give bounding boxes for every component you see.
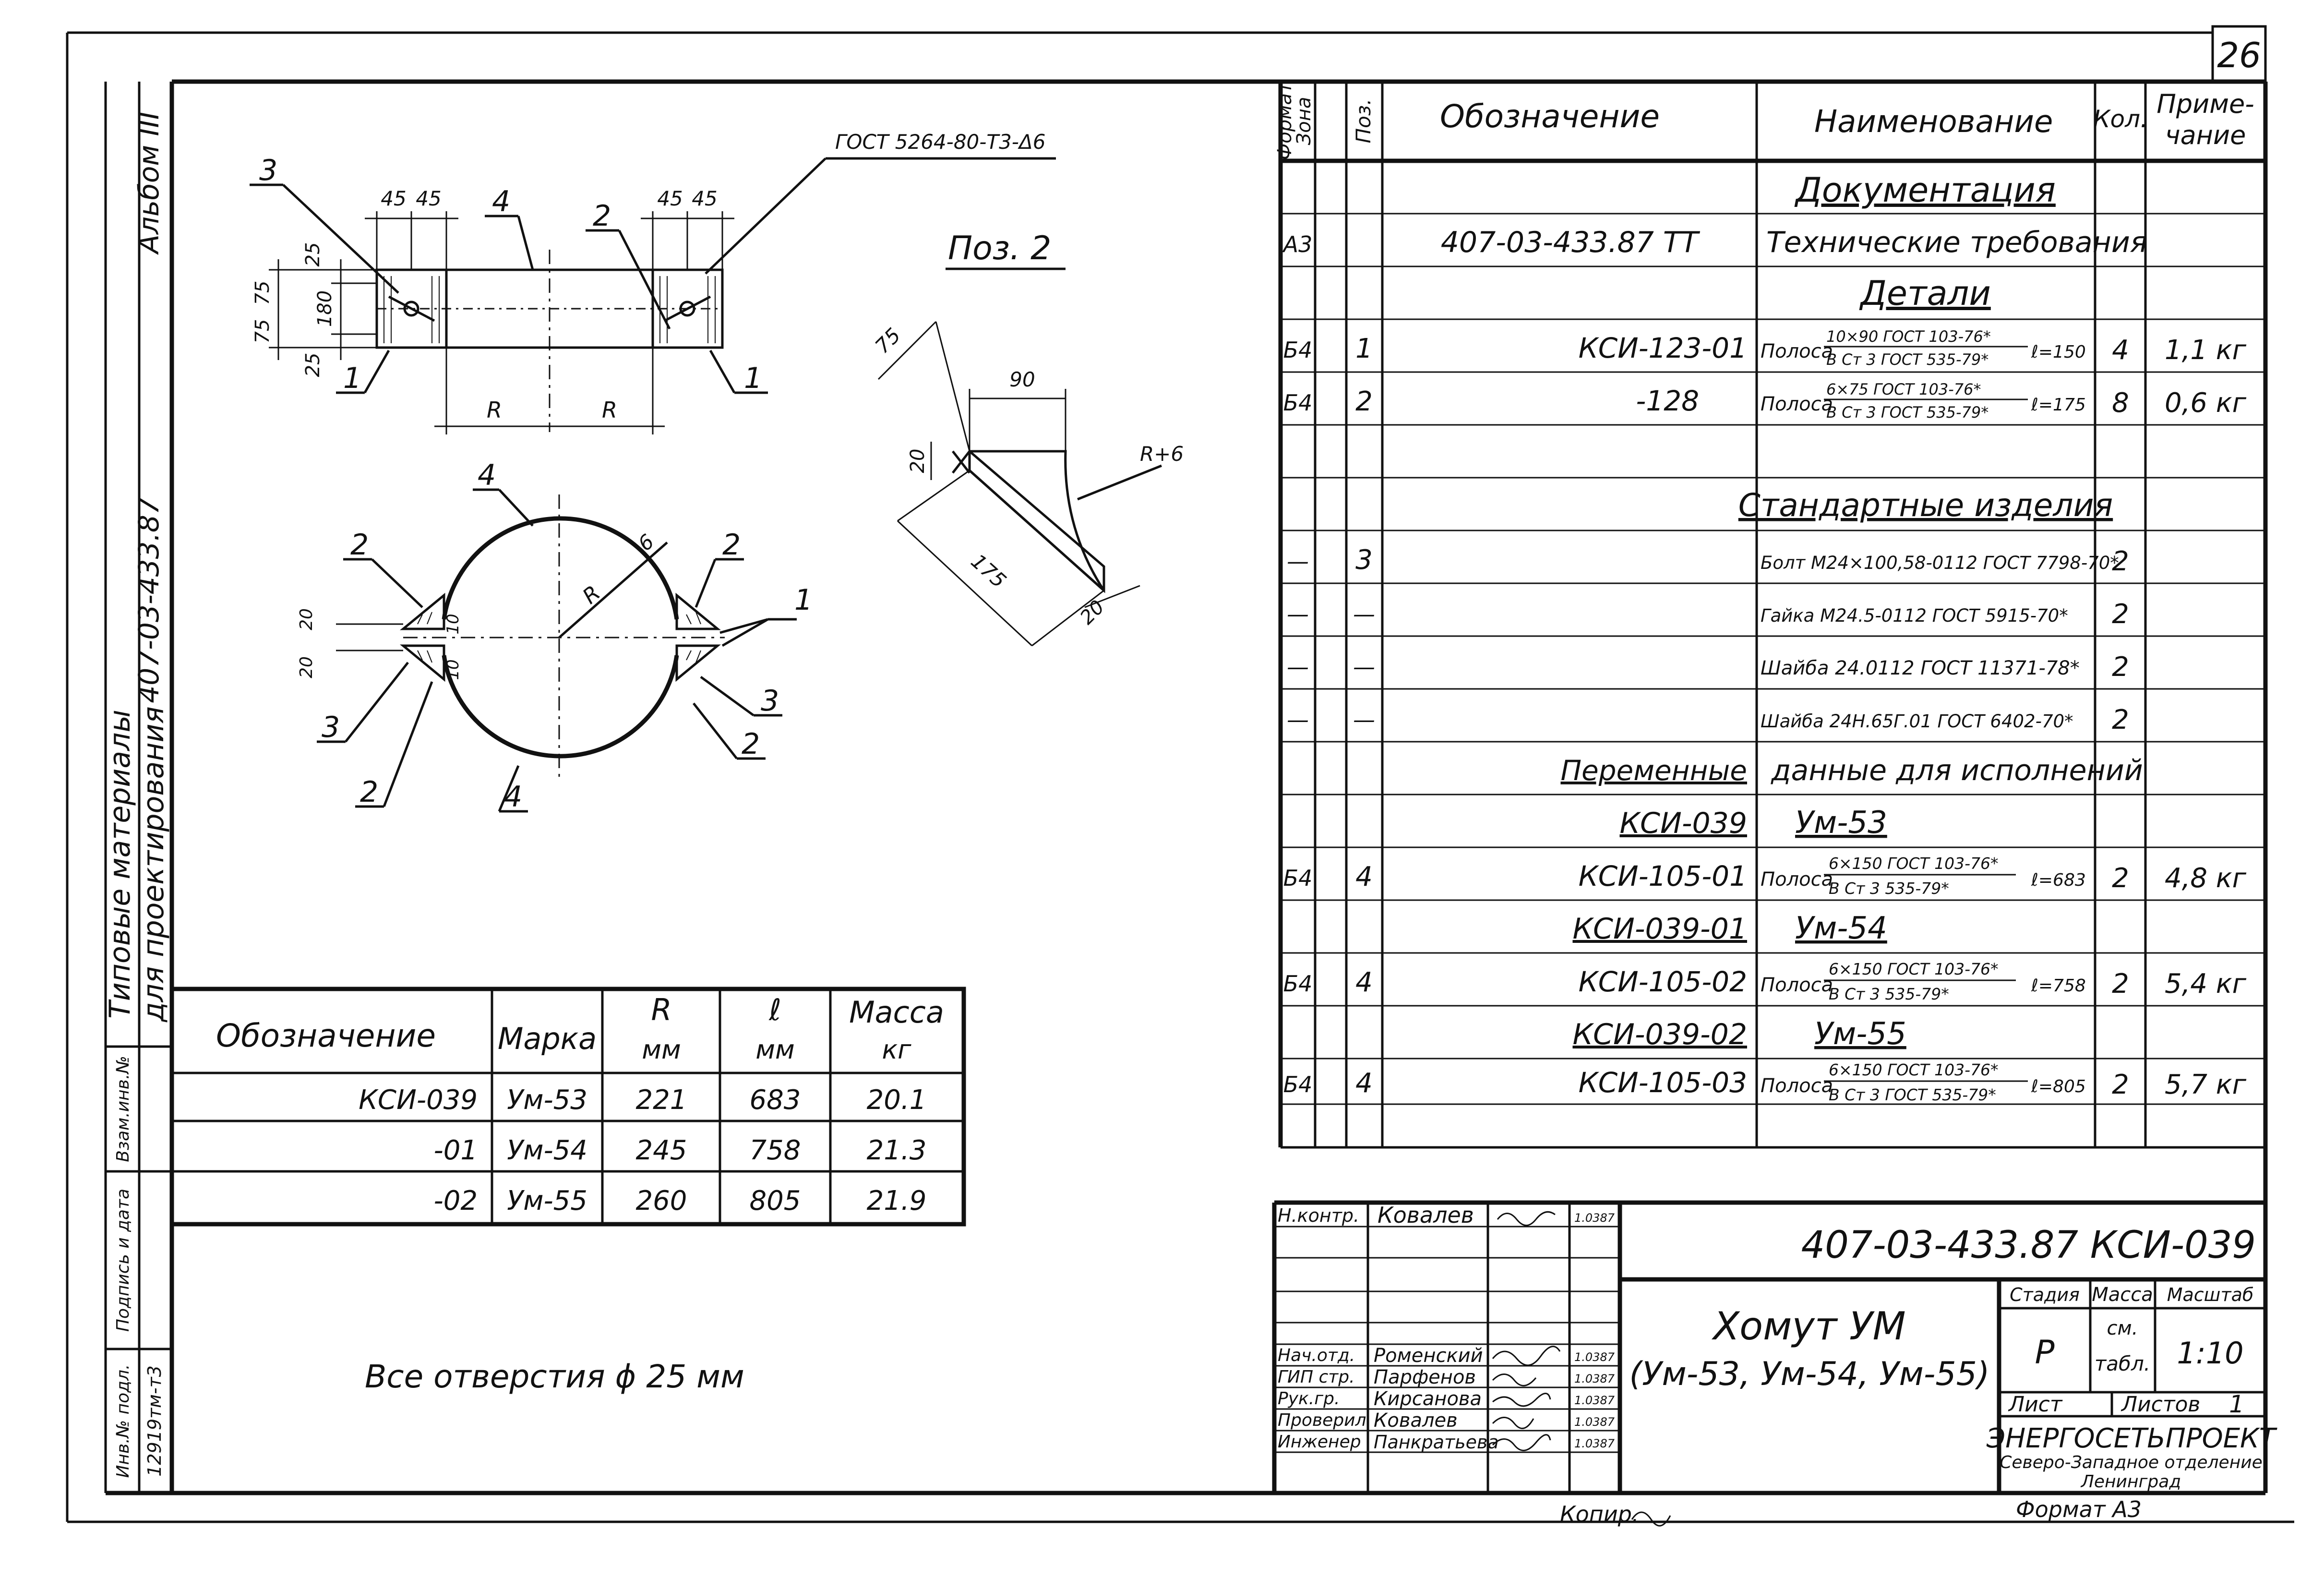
svg-text:Инженер: Инженер [1278,1432,1361,1452]
dim-75: 75 [252,280,274,305]
svg-text:Нач.отд.: Нач.отд. [1278,1346,1355,1365]
signature-row [1278,1202,1615,1228]
callout-4: 4 [478,458,496,492]
col-kol: Кол. [2093,105,2148,133]
dim-20: 20 [1076,596,1109,629]
svg-text:2: 2 [1355,386,1373,417]
svg-text:1.0387: 1.0387 [1574,1437,1615,1450]
svg-text:Полоса: Полоса [1761,974,1833,996]
stamp-inv-value: 12919тм-т3 [144,1365,165,1477]
svg-text:—: — [1287,654,1309,680]
svg-text:Технические требования: Технические требования [1766,226,2147,259]
stamp-inv: Инв.№ подл. [113,1364,133,1478]
svg-text:6×150 ГОСТ 103-76*: 6×150 ГОСТ 103-76* [1829,960,1999,978]
svg-text:683: 683 [749,1084,801,1116]
svg-text:2: 2 [2112,704,2129,735]
svg-text:1.0387: 1.0387 [1574,1350,1615,1364]
svg-text:см.: см. [2107,1317,2138,1339]
svg-text:Парфенов: Парфенов [1374,1366,1476,1388]
col-prim: Приме- [2156,89,2254,119]
list-item [1572,911,1887,946]
svg-text:Б4: Б4 [1283,390,1313,416]
svg-text:Северо-Западное отделение: Северо-Западное отделение [2000,1453,2263,1472]
callout-4: 4 [492,185,511,218]
section-var-left: Переменные [1560,754,1747,787]
spec-table [1274,81,2265,1147]
svg-text:1,1 кг: 1,1 кг [2164,335,2247,366]
list-item [1287,599,2129,630]
dim-45: 45 [692,187,718,210]
svg-text:5,7 кг: 5,7 кг [2164,1069,2247,1100]
vt-header-R: R [651,992,672,1027]
svg-text:245: 245 [635,1135,687,1166]
svg-text:-01: -01 [433,1135,478,1166]
side-title-block [103,82,172,1493]
stamp-podpis: Подпись и дата [113,1188,133,1332]
svg-text:КСИ-123-01: КСИ-123-01 [1578,332,1747,364]
dim-45: 45 [416,187,442,210]
callout-2: 2 [593,199,611,233]
svg-text:1.0387: 1.0387 [1574,1394,1615,1407]
svg-text:—: — [1287,707,1309,733]
svg-text:Масса: Масса [2092,1284,2153,1306]
svg-text:Рук.гр.: Рук.гр. [1278,1389,1340,1409]
sheet-number: 26 [2217,35,2261,75]
vt-unit-l: мм [755,1035,795,1065]
svg-text:табл.: табл. [2094,1352,2151,1375]
col-format: Формат [1274,82,1296,160]
svg-text:1.0387: 1.0387 [1574,1372,1615,1385]
svg-text:ℓ=150: ℓ=150 [2031,342,2086,362]
svg-text:260: 260 [635,1185,687,1217]
scale-value: 1:10 [2177,1336,2244,1371]
svg-text:2: 2 [2112,546,2129,577]
svg-text:Стадия: Стадия [2010,1284,2080,1305]
dim-6: 6 [633,529,659,556]
svg-text:ℓ=683: ℓ=683 [2031,870,2086,890]
series-code: 407-03-433.87 [132,497,165,703]
title-block [1274,1202,2277,1493]
footer-format: Формат А3 [2016,1496,2142,1522]
svg-text:Панкратьева: Панкратьева [1374,1432,1499,1453]
svg-text:А3: А3 [1283,231,1313,257]
series-line1: Типовые материалы [103,710,137,1019]
dim-75: 75 [870,323,905,358]
series-line2: для проектирования [137,706,170,1022]
sheet-number-box [2213,26,2265,82]
album-label: Альбом III [132,111,165,253]
svg-text:5,4 кг: 5,4 кг [2164,968,2247,1000]
svg-text:1: 1 [1355,333,1373,364]
section-details: Детали [1860,274,1991,313]
svg-text:Ковалев: Ковалев [1374,1409,1458,1432]
list-item [1283,854,2247,898]
signature-row [1278,1366,1615,1388]
svg-text:6×150 ГОСТ 103-76*: 6×150 ГОСТ 103-76* [1829,854,1999,873]
signature-marks [1493,1212,1560,1450]
svg-text:4: 4 [1355,967,1373,998]
dim-20: 20 [297,608,316,630]
org-name: ЭНЕРГОСЕТЬПРОЕКТ [1986,1423,2276,1454]
section-var-right: данные для исполнений [1771,754,2143,787]
svg-text:6×150 ГОСТ 103-76*: 6×150 ГОСТ 103-76* [1829,1060,1999,1079]
svg-text:Б4: Б4 [1283,1072,1313,1097]
svg-text:Болт М24×100,58-0112 ГОСТ 7798: Болт М24×100,58-0112 ГОСТ 7798-70* [1761,553,2119,573]
svg-text:—: — [1287,548,1309,574]
dim-45: 45 [657,187,683,210]
vt-unit-massa: кг [882,1035,911,1065]
svg-text:-128: -128 [1636,385,1699,417]
section-doc: Документация [1796,170,2056,210]
col-zona: Зона [1293,96,1315,145]
svg-text:КСИ-105-01: КСИ-105-01 [1578,860,1747,892]
drawing-subtitle: (Ум-53, Ум-54, Ум-55) [1629,1355,1990,1393]
svg-text:КСИ-039-02: КСИ-039-02 [1572,1018,1747,1051]
vt-header-massa: Масса [849,995,944,1030]
svg-text:Шайба 24.0112 ГОСТ 11371-78*: Шайба 24.0112 ГОСТ 11371-78* [1761,657,2080,679]
dim-20: 20 [907,448,929,473]
clamp-top-view [250,130,1056,434]
dim-R: R [578,580,605,609]
list-item [1287,704,2129,735]
vt-header-l: ℓ [769,992,781,1027]
list-item [1287,544,2129,577]
callout-3: 3 [259,154,278,187]
callout-1: 1 [744,361,763,395]
svg-text:758: 758 [749,1135,801,1166]
callout-1: 1 [794,583,813,617]
svg-text:Шайба 24Н.65Г.01 ГОСТ 6402-70*: Шайба 24Н.65Г.01 ГОСТ 6402-70* [1761,711,2073,732]
callout-1: 1 [343,361,362,395]
svg-text:—: — [1287,601,1309,627]
svg-text:0,6 кг: 0,6 кг [2164,387,2247,419]
svg-text:2: 2 [2112,863,2129,894]
poz2-label: Поз. 2 [948,229,1052,267]
list-item [1283,380,2247,422]
holes-note: Все отверстия ϕ 25 мм [365,1358,744,1395]
svg-text:ℓ=758: ℓ=758 [2031,976,2086,996]
svg-text:1.0387: 1.0387 [1574,1211,1615,1225]
svg-text:Масштаб: Масштаб [2167,1284,2254,1305]
signature-row [1278,1409,1615,1432]
dim-10: 10 [443,614,463,635]
weld-gost-note: ГОСТ 5264-80-Т3-Δ6 [835,130,1046,154]
svg-text:КСИ-105-02: КСИ-105-02 [1578,965,1747,998]
svg-text:Ум-55: Ум-55 [507,1185,587,1217]
svg-text:Полоса: Полоса [1761,340,1833,362]
svg-text:2: 2 [2112,968,2129,1000]
svg-text:1.0387: 1.0387 [1574,1415,1615,1429]
svg-text:Ковалев: Ковалев [1378,1202,1474,1228]
svg-text:Б4: Б4 [1283,865,1313,891]
svg-text:—: — [1353,707,1375,733]
svg-text:—: — [1353,654,1375,680]
svg-text:КСИ-039: КСИ-039 [359,1084,478,1116]
vt-header-oboz: Обозначение [216,1017,436,1054]
dim-R: R [602,397,617,423]
svg-text:КСИ-039-01: КСИ-039-01 [1572,912,1747,946]
svg-text:805: 805 [749,1185,801,1217]
svg-text:ℓ=805: ℓ=805 [2031,1077,2086,1096]
svg-text:4,8 кг: 4,8 кг [2164,863,2247,894]
svg-text:1: 1 [2229,1390,2244,1418]
table-row [434,1185,927,1217]
drawing-title: Хомут УМ [1713,1304,1906,1349]
svg-text:21.3: 21.3 [866,1135,927,1166]
svg-text:21.9: 21.9 [866,1185,927,1217]
callout-3: 3 [761,684,779,718]
dim-175: 175 [966,549,1011,593]
svg-text:Гайка М24.5-0112 ГОСТ 5915-70*: Гайка М24.5-0112 ГОСТ 5915-70* [1761,605,2068,626]
callout-2: 2 [722,528,741,562]
svg-text:В Ст 3 535-79*: В Ст 3 535-79* [1829,985,1949,1003]
callout-2: 2 [350,528,369,562]
dim-45: 45 [381,187,407,210]
list-item [1572,1016,1906,1052]
svg-text:В Ст 3 ГОСТ 535-79*: В Ст 3 ГОСТ 535-79* [1826,350,1989,369]
svg-text:Ум-53: Ум-53 [507,1084,587,1116]
svg-text:КСИ-039: КСИ-039 [1619,807,1747,840]
dim-R-plus-6: R+6 [1140,442,1184,466]
svg-text:4: 4 [2112,335,2129,366]
variants-table [172,989,964,1224]
list-item [1282,226,2147,259]
col-naim: Наименование [1814,104,2053,140]
svg-text:Полоса: Полоса [1761,1075,1833,1097]
dim-90: 90 [1009,368,1035,391]
dim-75: 75 [252,319,274,344]
list-item [1283,960,2247,1003]
callout-3: 3 [322,711,340,744]
svg-text:-02: -02 [433,1185,478,1217]
signature-row [1278,1345,1615,1367]
svg-text:4: 4 [1355,1068,1373,1099]
svg-text:ℓ=175: ℓ=175 [2031,395,2086,415]
dim-25: 25 [302,242,324,267]
vt-unit-R: мм [642,1035,681,1065]
svg-text:407-03-433.87 ТТ: 407-03-433.87 ТТ [1440,226,1699,259]
svg-text:20.1: 20.1 [866,1084,927,1116]
list-item [1283,1060,2247,1104]
section-std: Стандартные изделия [1738,487,2113,524]
svg-text:8: 8 [2112,387,2129,419]
svg-text:4: 4 [1355,861,1373,892]
list-item [1287,651,2129,683]
svg-text:Б4: Б4 [1283,971,1313,997]
svg-text:221: 221 [635,1084,687,1116]
svg-text:В Ст 3 535-79*: В Ст 3 535-79* [1829,879,1949,898]
list-item [1619,805,1887,841]
svg-text:2: 2 [2112,651,2129,683]
svg-text:КСИ-105-03: КСИ-105-03 [1578,1066,1747,1099]
poz2-detail [871,229,1184,646]
dim-20: 20 [297,656,316,678]
col-poz: Поз. [1352,98,1375,144]
svg-text:Полоса: Полоса [1761,393,1833,415]
svg-text:Ум-54: Ум-54 [507,1135,587,1166]
signature-row [1278,1388,1615,1410]
dim-R: R [487,397,502,423]
list-item [1283,327,2247,369]
svg-text:Н.контр.: Н.контр. [1278,1205,1360,1226]
svg-text:Полоса: Полоса [1761,868,1833,891]
signature-row [1278,1432,1615,1453]
dim-25: 25 [302,352,324,377]
svg-text:3: 3 [1355,544,1373,576]
col-oboz: Обозначение [1440,98,1660,135]
clamp-front-view [297,458,813,814]
svg-text:Листов: Листов [2121,1392,2201,1417]
dim-10: 10 [443,659,463,680]
svg-text:Ленинград: Ленинград [2081,1472,2181,1492]
svg-text:2: 2 [2112,1069,2129,1100]
svg-text:Ум-53: Ум-53 [1795,805,1887,841]
stamp-vzam: Взам.инв.№ [113,1056,133,1162]
svg-text:Лист: Лист [2009,1392,2062,1417]
svg-text:2: 2 [2112,599,2129,630]
svg-text:6×75 ГОСТ 103-76*: 6×75 ГОСТ 103-76* [1826,380,1981,398]
svg-text:—: — [1353,601,1375,627]
doc-code: 407-03-433.87 КСИ-039 [1801,1224,2256,1267]
table-row [434,1135,927,1166]
svg-text:В Ст 3 ГОСТ 535-79*: В Ст 3 ГОСТ 535-79* [1826,403,1989,422]
svg-text:Ум-54: Ум-54 [1795,911,1887,946]
svg-text:В Ст 3 ГОСТ 535-79*: В Ст 3 ГОСТ 535-79* [1829,1085,1996,1104]
svg-text:ГИП стр.: ГИП стр. [1278,1367,1355,1387]
svg-text:Кирсанова: Кирсанова [1374,1388,1482,1410]
footer-kopir: Копир. [1560,1501,1639,1527]
table-row [359,1084,926,1116]
svg-text:Роменский: Роменский [1374,1345,1483,1367]
svg-text:Ум-55: Ум-55 [1814,1016,1906,1052]
svg-text:Б4: Б4 [1283,337,1313,363]
col-prim: чание [2165,120,2246,150]
callout-2: 2 [360,775,379,809]
svg-text:10×90 ГОСТ 103-76*: 10×90 ГОСТ 103-76* [1826,327,1991,346]
vt-header-marka: Марка [497,1021,597,1056]
dim-180: 180 [314,290,336,327]
stadia-value: Р [2035,1334,2055,1372]
svg-text:Проверил: Проверил [1278,1410,1366,1430]
callout-4: 4 [504,780,523,814]
callout-2: 2 [742,727,760,761]
